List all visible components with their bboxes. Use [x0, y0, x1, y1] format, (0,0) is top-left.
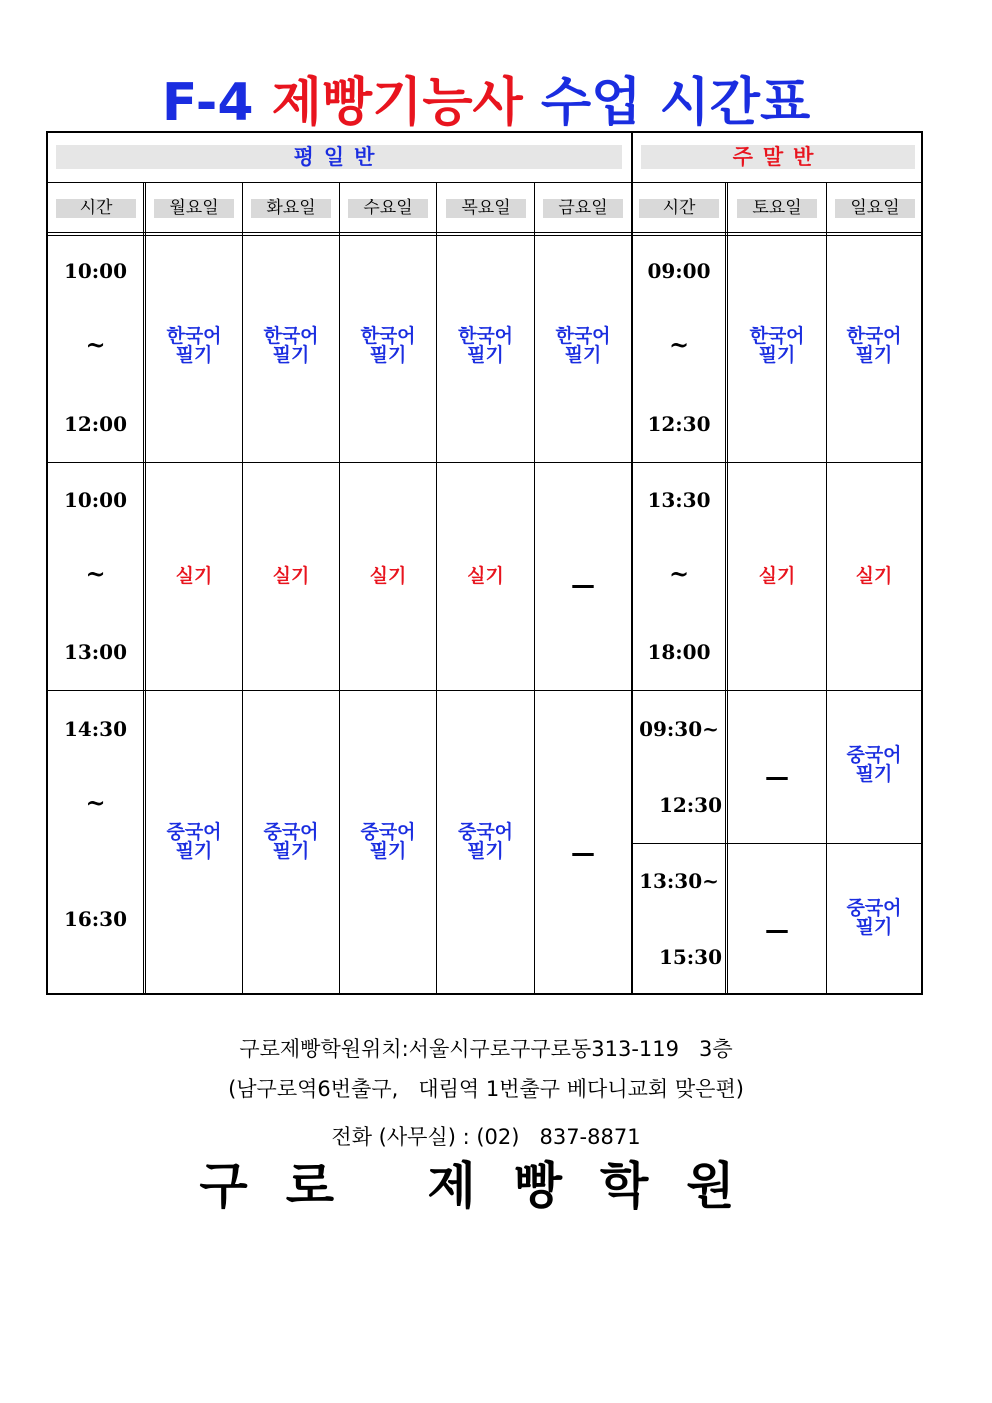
header-sat: 토요일: [737, 199, 817, 218]
row1-tue-class: 한국어 필기: [263, 325, 319, 366]
schedule-table: [46, 131, 923, 995]
academy-name: 구로 제빵학원: [199, 1157, 773, 1215]
row3b-sat-empty: —: [765, 916, 789, 944]
title-code: F-4: [161, 73, 254, 133]
row1-tilde: ~: [85, 330, 106, 359]
footer-phone: 전화 (사무실) : (02) 837-8871: [331, 1125, 641, 1149]
row3-wed-class: 중국어 필기: [360, 821, 416, 862]
row3-tilde: ~: [85, 788, 106, 817]
footer-location: 구로제빵학원위치:서울시구로구구로동313-119 3층: [239, 1037, 733, 1061]
row1-mon-class: 한국어 필기: [166, 325, 222, 366]
row2-tilde: ~: [85, 559, 106, 588]
row3-weekend-b-start: 13:30~: [639, 869, 719, 893]
footer-directions: (남구로역6번출구, 대림역 1번출구 베다니교회 맞은편): [228, 1077, 744, 1101]
row1-thu-class: 한국어 필기: [457, 325, 514, 366]
row3a-sun-class: 중국어 필기: [846, 744, 902, 785]
row2-fri-empty: —: [571, 571, 595, 599]
row2-weekend-end: 18:00: [647, 640, 711, 664]
title-course: 제빵기능사: [271, 73, 523, 133]
row3-weekend-a-end: 12:30: [658, 793, 723, 817]
row2-end-time: 13:00: [63, 640, 128, 664]
row2-tue-class: 실기: [272, 565, 310, 587]
row3-mon-class: 중국어 필기: [166, 821, 222, 862]
row1-end-time: 12:00: [63, 412, 128, 436]
row1-start-time: 10:00: [63, 259, 128, 283]
row2-weekend-tilde: ~: [668, 559, 690, 588]
weekend-section-title: 주말반: [641, 145, 915, 169]
row2-mon-class: 실기: [175, 565, 213, 587]
header-sun: 일요일: [835, 199, 915, 218]
row1-weekend-end: 12:30: [647, 412, 711, 436]
row1-weekend-start: 09:00: [647, 259, 711, 283]
header-thu: 목요일: [446, 199, 526, 218]
row3-tue-class: 중국어 필기: [263, 821, 319, 862]
row3-weekend-a-start: 09:30~: [639, 717, 719, 741]
row1-fri-class: 한국어 필기: [555, 325, 611, 366]
row1-sun-class: 한국어 필기: [846, 325, 902, 366]
row1-wed-class: 한국어 필기: [360, 325, 416, 366]
row3b-sun-class: 중국어 필기: [846, 897, 902, 938]
header-mon: 월요일: [154, 199, 234, 218]
header-time: 시간: [56, 199, 136, 218]
row3-fri-empty: —: [571, 839, 595, 867]
page-title: [0, 68, 972, 138]
row2-wed-class: 실기: [369, 565, 407, 587]
row2-sat-class: 실기: [758, 565, 796, 587]
row2-thu-class: 실기: [467, 565, 504, 587]
row3-start-time: 14:30: [63, 717, 128, 741]
row2-weekend-start: 13:30: [647, 488, 711, 512]
header-time-weekend: 시간: [639, 199, 719, 218]
row3a-sat-empty: —: [765, 763, 789, 791]
header-wed: 수요일: [348, 199, 428, 218]
row3-end-time: 16:30: [63, 907, 128, 931]
row1-weekend-tilde: ~: [668, 330, 690, 359]
header-fri: 금요일: [543, 199, 623, 218]
row3-weekend-b-end: 15:30: [658, 945, 723, 969]
header-tue: 화요일: [251, 199, 331, 218]
weekday-section-title: 평일반: [56, 145, 622, 169]
title-rest: 수업 시간표: [540, 73, 811, 133]
row2-sun-class: 실기: [855, 565, 893, 587]
row1-sat-class: 한국어 필기: [749, 325, 805, 366]
row2-start-time: 10:00: [63, 488, 128, 512]
row3-thu-class: 중국어 필기: [457, 821, 514, 862]
